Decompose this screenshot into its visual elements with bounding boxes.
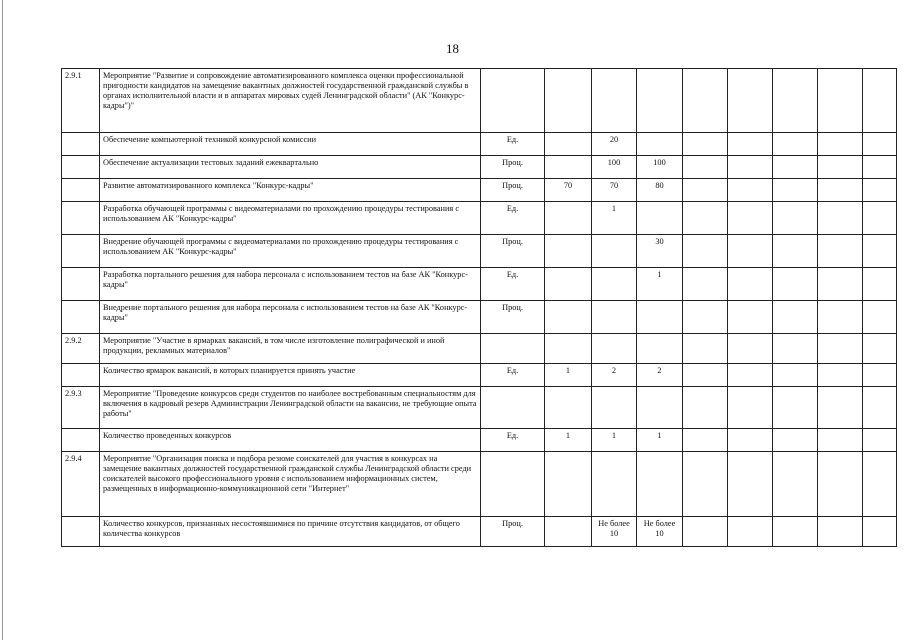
empty-value-cell <box>728 387 773 429</box>
item-number-cell <box>62 202 100 235</box>
value-cell-3: 80 <box>637 179 683 202</box>
description-cell: Количество проведенных конкурсов <box>100 429 481 452</box>
value-cell-3 <box>637 387 683 429</box>
empty-value-cell <box>683 235 728 268</box>
description-cell: Количество конкурсов, признанных несостоявшимися по причине отсутствия кандидатов, от общего количества конкурсов <box>100 517 481 547</box>
empty-value-cell <box>728 156 773 179</box>
empty-value-cell <box>683 517 728 547</box>
empty-value-cell <box>863 334 897 364</box>
value-cell-1 <box>545 301 592 334</box>
empty-value-cell <box>683 364 728 387</box>
value-cell-3 <box>637 301 683 334</box>
empty-value-cell <box>863 69 897 133</box>
empty-value-cell <box>773 133 818 156</box>
empty-value-cell <box>863 133 897 156</box>
value-cell-1 <box>545 517 592 547</box>
empty-value-cell <box>863 364 897 387</box>
empty-value-cell <box>863 387 897 429</box>
empty-value-cell <box>683 301 728 334</box>
value-cell-2 <box>592 69 637 133</box>
value-cell-3: 1 <box>637 268 683 301</box>
value-cell-3 <box>637 69 683 133</box>
value-cell-2 <box>592 235 637 268</box>
value-cell-3: 100 <box>637 156 683 179</box>
empty-value-cell <box>818 517 863 547</box>
empty-value-cell <box>683 268 728 301</box>
empty-value-cell <box>728 452 773 517</box>
empty-value-cell <box>818 69 863 133</box>
table-row <box>62 268 897 301</box>
empty-value-cell <box>818 387 863 429</box>
empty-value-cell <box>863 268 897 301</box>
empty-value-cell <box>773 334 818 364</box>
empty-value-cell <box>683 387 728 429</box>
value-cell-2: Не более 10 <box>592 517 637 547</box>
empty-value-cell <box>728 301 773 334</box>
table-row <box>62 202 897 235</box>
empty-value-cell <box>683 452 728 517</box>
page-left-border <box>2 0 3 640</box>
empty-value-cell <box>728 133 773 156</box>
description-cell: Обеспечение компьютерной техникой конкурсной комиссии <box>100 133 481 156</box>
description-cell: Внедрение портального решения для набора персонала с использованием тестов на базе АК "Конкурс-кадры" <box>100 301 481 334</box>
item-number-cell <box>62 133 100 156</box>
unit-cell: Ед. <box>481 202 545 235</box>
item-number-cell <box>62 268 100 301</box>
unit-cell <box>481 334 545 364</box>
empty-value-cell <box>773 387 818 429</box>
value-cell-3 <box>637 133 683 156</box>
empty-value-cell <box>863 301 897 334</box>
value-cell-2 <box>592 301 637 334</box>
empty-value-cell <box>818 156 863 179</box>
unit-cell: Ед. <box>481 268 545 301</box>
empty-value-cell <box>683 179 728 202</box>
description-cell: Мероприятие "Участие в ярмарках вакансий, в том числе изготовление полиграфической и иной продукции, рекламных материалов" <box>100 334 481 364</box>
value-cell-1 <box>545 268 592 301</box>
empty-value-cell <box>683 156 728 179</box>
table-row <box>62 429 897 452</box>
unit-cell: Проц. <box>481 301 545 334</box>
empty-value-cell <box>683 133 728 156</box>
empty-value-cell <box>818 429 863 452</box>
empty-value-cell <box>863 202 897 235</box>
empty-value-cell <box>863 517 897 547</box>
empty-value-cell <box>818 452 863 517</box>
empty-value-cell <box>818 235 863 268</box>
empty-value-cell <box>773 429 818 452</box>
value-cell-2 <box>592 387 637 429</box>
value-cell-1: 1 <box>545 429 592 452</box>
unit-cell: Проц. <box>481 235 545 268</box>
unit-cell <box>481 452 545 517</box>
empty-value-cell <box>818 179 863 202</box>
indicators-table <box>61 68 897 547</box>
value-cell-1 <box>545 202 592 235</box>
item-number-cell <box>62 235 100 268</box>
value-cell-1 <box>545 133 592 156</box>
empty-value-cell <box>683 69 728 133</box>
item-number-cell <box>62 156 100 179</box>
value-cell-2: 2 <box>592 364 637 387</box>
table-row <box>62 364 897 387</box>
empty-value-cell <box>773 202 818 235</box>
empty-value-cell <box>683 429 728 452</box>
table-row <box>62 452 897 517</box>
empty-value-cell <box>728 334 773 364</box>
empty-value-cell <box>818 334 863 364</box>
empty-value-cell <box>683 202 728 235</box>
item-number-cell: 2.9.4 <box>62 452 100 517</box>
value-cell-1: 70 <box>545 179 592 202</box>
empty-value-cell <box>728 364 773 387</box>
table-row <box>62 235 897 268</box>
item-number-cell <box>62 364 100 387</box>
empty-value-cell <box>773 517 818 547</box>
empty-value-cell <box>773 268 818 301</box>
empty-value-cell <box>773 301 818 334</box>
description-cell: Разработка обучающей программы с видеоматериалами по прохождению процедуры тестирования с использованием АК "Конкурс-кадры" <box>100 202 481 235</box>
value-cell-2: 70 <box>592 179 637 202</box>
item-number-cell <box>62 517 100 547</box>
value-cell-3 <box>637 202 683 235</box>
empty-value-cell <box>728 179 773 202</box>
unit-cell <box>481 69 545 133</box>
table-row <box>62 387 897 429</box>
description-cell: Мероприятие "Развитие и сопровождение автоматизированного комплекса оценки профессиональной пригодности кандидатов на замещение вакантных должностей государственной гражданской службы в органах исполнительной власти и в аппаратах мировых судей Ленинградской области" (АК "Конкурс-кадры")" <box>100 69 481 133</box>
empty-value-cell <box>818 268 863 301</box>
empty-value-cell <box>863 235 897 268</box>
table-row <box>62 334 897 364</box>
unit-cell: Ед. <box>481 133 545 156</box>
empty-value-cell <box>728 268 773 301</box>
empty-value-cell <box>683 334 728 364</box>
description-cell: Мероприятие "Проведение конкурсов среди студентов по наиболее востребованным специальностям для включения в кадровый резерв Администрации Ленинградской области на вакансии, не требующие опыта работы" <box>100 387 481 429</box>
item-number-cell: 2.9.2 <box>62 334 100 364</box>
table-row <box>62 517 897 547</box>
value-cell-2: 20 <box>592 133 637 156</box>
value-cell-1 <box>545 334 592 364</box>
empty-value-cell <box>818 301 863 334</box>
unit-cell: Ед. <box>481 429 545 452</box>
description-cell: Развитие автоматизированного комплекса "Конкурс-кадры" <box>100 179 481 202</box>
value-cell-1: 1 <box>545 364 592 387</box>
page-number: 18 <box>446 41 459 56</box>
unit-cell: Ед. <box>481 364 545 387</box>
empty-value-cell <box>728 235 773 268</box>
empty-value-cell <box>863 429 897 452</box>
unit-cell: Проц. <box>481 156 545 179</box>
description-cell: Обеспечение актуализации тестовых заданий ежеквартально <box>100 156 481 179</box>
value-cell-1 <box>545 156 592 179</box>
value-cell-1 <box>545 69 592 133</box>
table-row <box>62 133 897 156</box>
value-cell-2 <box>592 452 637 517</box>
value-cell-3: 2 <box>637 364 683 387</box>
table-row <box>62 179 897 202</box>
empty-value-cell <box>773 156 818 179</box>
value-cell-3: 1 <box>637 429 683 452</box>
empty-value-cell <box>818 133 863 156</box>
empty-value-cell <box>818 202 863 235</box>
empty-value-cell <box>728 69 773 133</box>
description-cell: Количество ярмарок вакансий, в которых планируется принять участие <box>100 364 481 387</box>
empty-value-cell <box>728 202 773 235</box>
unit-cell: Проц. <box>481 179 545 202</box>
item-number-cell <box>62 301 100 334</box>
empty-value-cell <box>773 179 818 202</box>
value-cell-1 <box>545 235 592 268</box>
unit-cell: Проц. <box>481 517 545 547</box>
empty-value-cell <box>863 156 897 179</box>
value-cell-1 <box>545 387 592 429</box>
empty-value-cell <box>773 452 818 517</box>
item-number-cell: 2.9.1 <box>62 69 100 133</box>
unit-cell <box>481 387 545 429</box>
item-number-cell <box>62 429 100 452</box>
table-row <box>62 156 897 179</box>
empty-value-cell <box>863 452 897 517</box>
table-row <box>62 69 897 133</box>
empty-value-cell <box>863 179 897 202</box>
empty-value-cell <box>773 364 818 387</box>
empty-value-cell <box>773 69 818 133</box>
value-cell-3: Не более 10 <box>637 517 683 547</box>
value-cell-3 <box>637 334 683 364</box>
empty-value-cell <box>728 429 773 452</box>
value-cell-2: 1 <box>592 202 637 235</box>
empty-value-cell <box>773 235 818 268</box>
description-cell: Внедрение обучающей программы с видеоматериалами по прохождению процедуры тестирования с использованием АК "Конкурс-кадры" <box>100 235 481 268</box>
item-number-cell <box>62 179 100 202</box>
value-cell-1 <box>545 452 592 517</box>
value-cell-3 <box>637 452 683 517</box>
value-cell-2 <box>592 334 637 364</box>
value-cell-2: 100 <box>592 156 637 179</box>
description-cell: Мероприятие "Организация поиска и подбора резюме соискателей для участия в конкурсах на замещение вакантных должностей государственной гражданской службы Ленинградской области среди соискателей высокого профессионального уровня с использованием информационных систем, размещенных в информационно-коммуникационной сети "Интернет" <box>100 452 481 517</box>
empty-value-cell <box>818 364 863 387</box>
table-row <box>62 301 897 334</box>
item-number-cell: 2.9.3 <box>62 387 100 429</box>
description-cell: Разработка портального решения для набора персонала с использованием тестов на базе АК "Конкурс-кадры" <box>100 268 481 301</box>
value-cell-3: 30 <box>637 235 683 268</box>
empty-value-cell <box>728 517 773 547</box>
value-cell-2 <box>592 268 637 301</box>
value-cell-2: 1 <box>592 429 637 452</box>
